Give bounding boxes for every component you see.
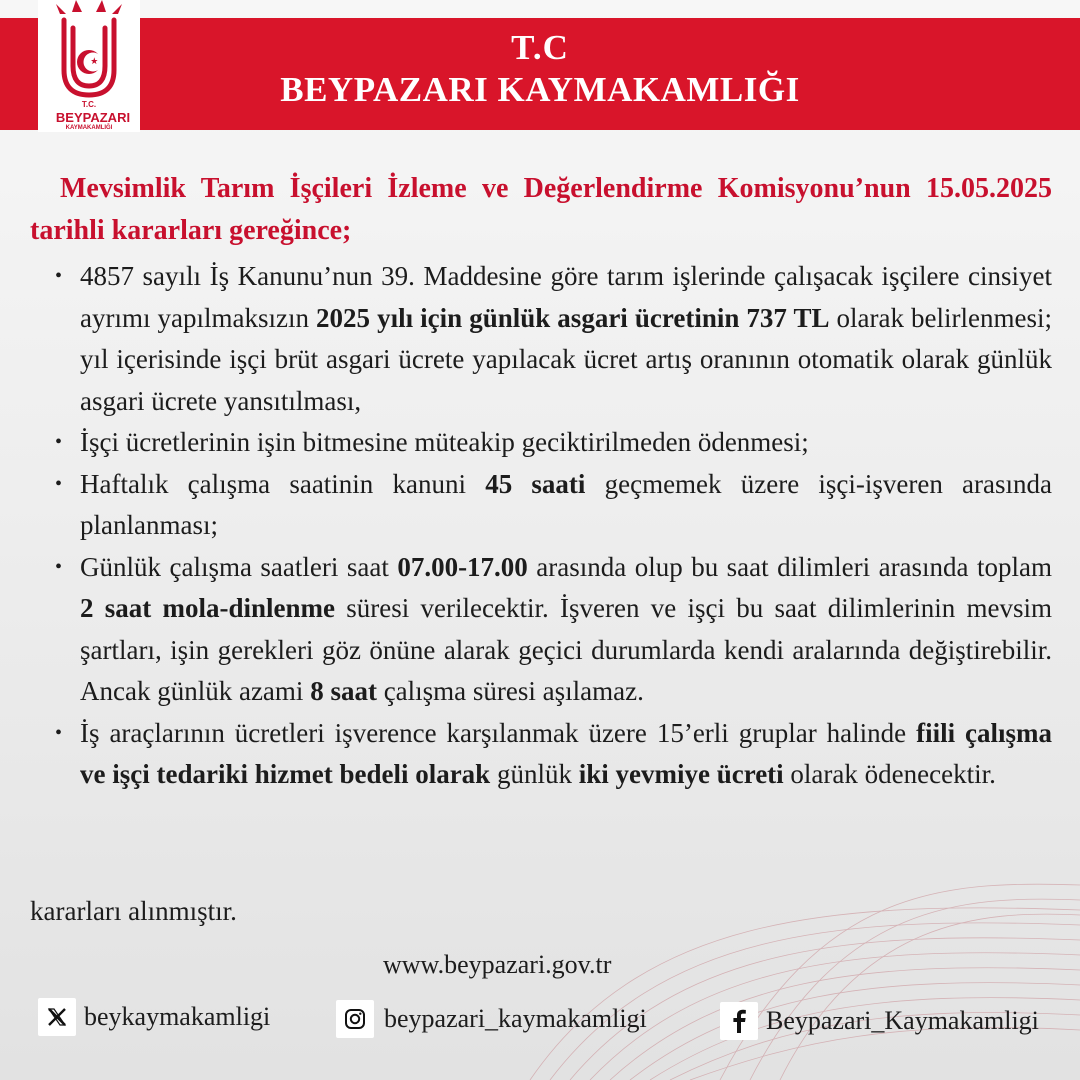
header-title-line2: BEYPAZARI KAYMAKAMLIĞI bbox=[280, 70, 800, 109]
item-text: süresi verilecektir. İşveren ve işçi bu saat dilimlerinin mevsim şartları, işin gerekleri göz önüne alarak geçici durumlarda kendi aralarında değiştirebilir. Ancak günlük azami bbox=[80, 593, 1052, 706]
item-text: 4857 sayılı İş Kanunu’nun 39. Maddesine göre tarım işlerinde çalışacak işçilere cinsiyet ayrımı yapılmaksızın bbox=[80, 261, 1052, 333]
bullet-icon: • bbox=[55, 265, 63, 287]
intro-heading: Mevsimlik Tarım İşçileri İzleme ve Değerlendirme Komisyonu’nun 15.05.2025 tarihli kararları gereğince; bbox=[30, 173, 1052, 246]
item-text: arasında olup bu saat dilimleri arasında toplam bbox=[527, 551, 1052, 582]
bullet-icon: • bbox=[55, 472, 63, 495]
item-text: olarak belirlenmesi; yıl içerisinde işçi brüt asgari ücrete yapılacak ücret artış oranının otomatik olarak günlük asgari ücrete yansıtılması, bbox=[80, 302, 1052, 416]
emphasized-text: iki yevmiye ücreti bbox=[578, 759, 784, 789]
decision-item bbox=[55, 464, 1052, 547]
emphasized-text: 2025 yılı için günlük asgari ücretinin 737 TL bbox=[316, 302, 830, 333]
item-text: İşçi ücretlerinin işin bitmesine müteakip geciktirilmeden ödenmesi; bbox=[80, 427, 809, 457]
emphasized-text: 07.00-17.00 bbox=[397, 551, 528, 582]
x-icon bbox=[38, 998, 76, 1036]
facebook-social-link[interactable] bbox=[720, 1002, 1039, 1040]
x-handle: beykaymakamligi bbox=[84, 1002, 271, 1031]
emphasized-text: 45 saati bbox=[485, 468, 586, 499]
instagram-icon bbox=[336, 1000, 374, 1038]
logo-text-kaymakamligi: KAYMAKAMLIĞI bbox=[65, 125, 113, 131]
facebook-icon bbox=[720, 1002, 758, 1040]
bullet-icon: • bbox=[55, 555, 63, 578]
item-text: İş araçlarının ücretleri işverence karşılanmak üzere 15’erli gruplar halinde bbox=[80, 717, 917, 748]
closing-text: kararları alınmıştır. bbox=[30, 896, 237, 926]
item-text: geçmemek üzere işçi-işveren arasında planlanması; bbox=[80, 468, 1052, 540]
emphasized-text: fiili çalışma ve işçi tedariki hizmet bedeli olarak bbox=[80, 717, 1053, 789]
decision-list bbox=[0, 256, 1052, 796]
header-title-line1: T.C bbox=[511, 28, 569, 67]
decision-item bbox=[55, 256, 1052, 422]
decorative-wave-lines bbox=[520, 880, 1080, 1080]
item-text: çalışma süresi aşılamaz. bbox=[376, 676, 644, 706]
logo-text-beypazari: BEYPAZARI bbox=[55, 110, 131, 125]
item-text: olarak ödenecektir. bbox=[783, 759, 996, 789]
decision-item bbox=[55, 422, 1052, 464]
instagram-social-link[interactable] bbox=[336, 1000, 647, 1038]
decision-item bbox=[55, 547, 1052, 713]
header-banner bbox=[0, 18, 1080, 130]
beypazari-logo bbox=[38, 0, 140, 132]
bullet-icon: • bbox=[55, 431, 63, 453]
website-link[interactable]: www.beypazari.gov.tr bbox=[383, 950, 612, 979]
logo-text-tc: T.C. bbox=[81, 100, 97, 109]
bullet-icon: • bbox=[55, 721, 63, 744]
emphasized-text: 8 saat bbox=[310, 676, 377, 706]
instagram-handle: beypazari_kaymakamligi bbox=[384, 1004, 647, 1033]
decision-item bbox=[55, 713, 1053, 796]
item-text: Günlük çalışma saatleri saat bbox=[80, 551, 398, 582]
facebook-handle: Beypazari_Kaymakamligi bbox=[766, 1006, 1039, 1035]
item-text: günlük bbox=[490, 759, 579, 789]
item-text: Haftalık çalışma saatinin kanuni bbox=[80, 468, 486, 499]
x-social-link[interactable] bbox=[38, 998, 270, 1036]
logo-emblem-icon bbox=[38, 0, 140, 100]
emphasized-text: 2 saat mola-dinlenme bbox=[80, 593, 336, 623]
